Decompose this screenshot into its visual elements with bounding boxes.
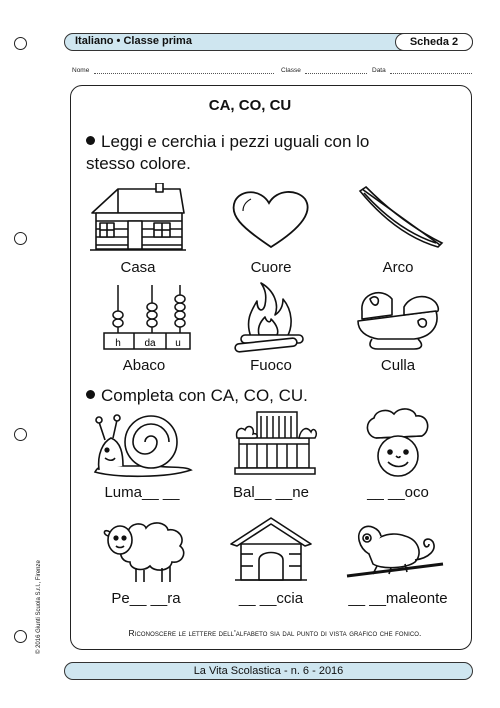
subject-label: Italiano • Classe prima	[75, 35, 192, 47]
item-abaco	[84, 281, 204, 374]
item-arco	[338, 183, 458, 276]
item-word: __ __maleonte	[348, 590, 448, 607]
item-cuoco	[338, 408, 458, 501]
bow-icon	[348, 183, 448, 255]
item-word: Abaco	[122, 357, 166, 374]
cradle-icon	[348, 281, 448, 353]
instruction-2: Completa con CA, CO, CU.	[86, 385, 308, 407]
header-bar	[64, 33, 473, 51]
item-cuccia	[211, 514, 331, 607]
item-word: Luma__ __	[104, 484, 180, 501]
heart-icon	[221, 183, 321, 255]
doghouse-icon	[221, 514, 321, 586]
instruction-1: Leggi e cerchia i pezzi uguali con lo stesso colore.	[86, 132, 370, 173]
footer-bar: La Vita Scolastica - n. 6 - 2016	[64, 662, 473, 680]
learning-objective: Riconoscere le lettere dell'alfabeto sia dal punto di vista grafico che fonico.	[128, 628, 422, 638]
balcony-icon	[221, 408, 321, 480]
cook-icon	[348, 408, 448, 480]
chameleon-icon	[343, 514, 453, 586]
item-camaleonte	[338, 514, 458, 607]
abacus-icon	[94, 281, 194, 353]
bullet-icon	[86, 390, 95, 399]
worksheet-title: CA, CO, CU	[208, 97, 292, 114]
item-culla	[338, 281, 458, 374]
binder-hole	[14, 630, 27, 643]
item-lumaca	[82, 408, 202, 501]
abacus-label-h: h	[115, 338, 121, 349]
binder-hole	[14, 428, 27, 441]
item-word: Bal__ __ne	[233, 484, 309, 501]
item-word: Cuore	[250, 259, 292, 276]
bullet-icon	[86, 136, 95, 145]
binder-hole	[14, 232, 27, 245]
item-word: Casa	[120, 259, 156, 276]
date-field[interactable]	[390, 73, 472, 74]
class-field[interactable]	[305, 73, 367, 74]
item-balcone	[211, 408, 331, 501]
item-word: __ __ccia	[238, 590, 304, 607]
item-word: Culla	[380, 357, 416, 374]
item-pecora	[86, 514, 206, 607]
item-casa	[78, 183, 198, 276]
item-word: Pe__ __ra	[111, 590, 181, 607]
date-label: Data	[372, 67, 386, 74]
fire-icon	[221, 281, 321, 353]
binder-hole	[14, 37, 27, 50]
sheet-number: Scheda 2	[395, 33, 473, 51]
copyright-notice: © 2016 Giunti Scuola S.r.l., Firenze	[36, 560, 42, 654]
sheep-icon	[96, 514, 196, 586]
abacus-label-da: da	[144, 338, 156, 349]
item-cuore	[211, 183, 331, 276]
item-word: Arco	[382, 259, 414, 276]
snail-icon	[87, 408, 197, 480]
item-word: __ __oco	[367, 484, 429, 501]
house-icon	[88, 183, 188, 255]
name-field[interactable]	[94, 73, 274, 74]
name-label: Nome	[72, 67, 90, 74]
item-word: Fuoco	[250, 357, 292, 374]
item-fuoco	[211, 281, 331, 374]
abacus-label-u: u	[175, 338, 181, 349]
class-label: Classe	[281, 67, 301, 74]
